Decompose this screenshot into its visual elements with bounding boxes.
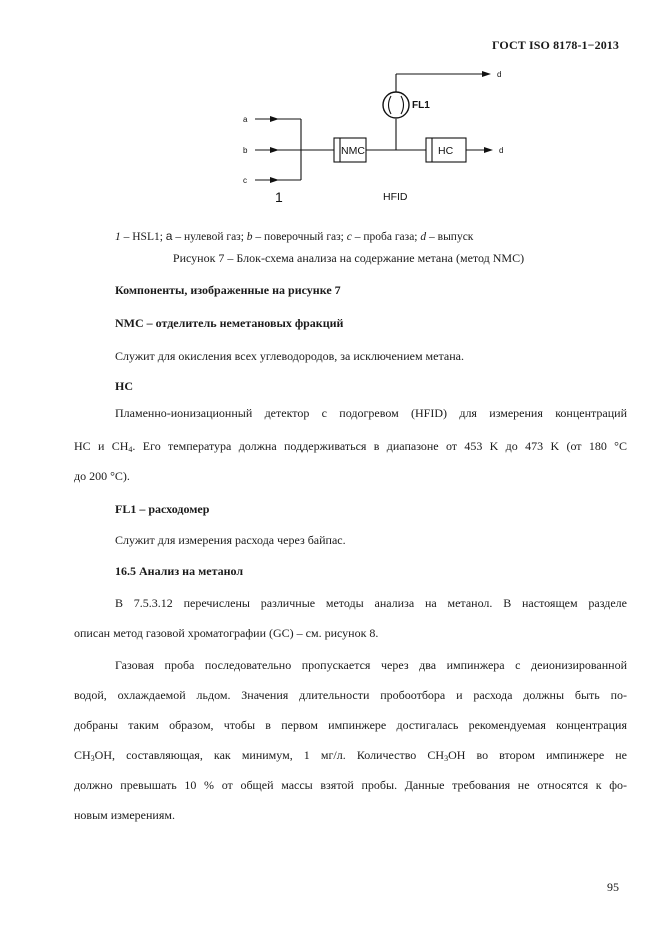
flowmeter-fl1 <box>383 92 409 118</box>
paragraph-gas-line-2: водой, охлаждаемой льдом. Значения длительности пробоотбора и расхода должны быть по- <box>74 688 627 702</box>
figure-legend: 1 – HSL1; a – нулевой газ; b – поверочный газ; c – проба газа; d – выпуск <box>115 229 474 243</box>
methane-analysis-diagram <box>0 0 661 230</box>
paragraph-fl1: Служит для измерения расхода через байпас. <box>115 533 346 547</box>
paragraph-gas-line-3: добраны таким образом, чтобы в первом импинжере достигалась рекомендуемая концентрация <box>74 718 627 732</box>
input-label-a: a <box>243 115 248 124</box>
paragraph-gas-line-6: новым измерениям. <box>74 808 175 822</box>
outlet-label-right: d <box>499 146 504 155</box>
paragraph-16-5-line-2: описан метод газовой хроматографии (GC) – см. рисунок 8. <box>74 626 379 640</box>
heading-nmc: NMC – отделитель неметановых фракций <box>115 316 344 330</box>
paragraph-gas-line-4: $CH_3OH$, составляющая, как минимум, 1 мг/л. Количество $CH_3OH$ во втором импинжере не <box>74 748 627 763</box>
hc-label: HC <box>438 145 454 157</box>
input-label-c: c <box>243 176 247 185</box>
paragraph-16-5-line-1: В 7.5.3.12 перечислены различные методы анализа на метанол. В настоящем разделе <box>115 596 627 610</box>
paragraph-gas-line-1: Газовая проба последовательно пропускается через два импинжера с деионизированной <box>115 658 627 672</box>
hfid-label: HFID <box>383 191 408 203</box>
fl1-label: FL1 <box>412 100 430 111</box>
paragraph-gas-line-5: должно превышать 10 % от общей массы взятой пробы. Данные требования не относятся к фо- <box>74 778 627 792</box>
paragraph-hc-line-2: HC и $CH_4$. Его температура должна поддерживаться в диапазоне от 453 K до 473 K (от 180 °C <box>74 439 627 454</box>
hsl-number-label: 1 <box>275 189 283 205</box>
paragraph-nmc: Служит для окисления всех углеводородов, за исключением метана. <box>115 349 464 363</box>
heading-components: Компоненты, изображенные на рисунке 7 <box>115 283 341 297</box>
nmc-label: NMC <box>341 145 365 157</box>
outlet-label-top: d <box>497 70 502 79</box>
input-label-b: b <box>243 146 248 155</box>
document-code-header: ГОСТ ISO 8178-1−2013 <box>492 38 619 52</box>
page-number: 95 <box>607 880 619 894</box>
paragraph-hc-line-3: до 200 °C). <box>74 469 130 483</box>
heading-hc: HC <box>115 379 133 393</box>
heading-fl1: FL1 – расходомер <box>115 502 210 516</box>
paragraph-hc-line-1: Пламенно-ионизационный детектор с подогревом (HFID) для измерения концентраций <box>115 406 627 420</box>
heading-section-16-5: 16.5 Анализ на метанол <box>115 564 244 578</box>
figure-caption: Рисунок 7 – Блок-схема анализа на содержание метана (метод NMC) <box>172 251 525 265</box>
